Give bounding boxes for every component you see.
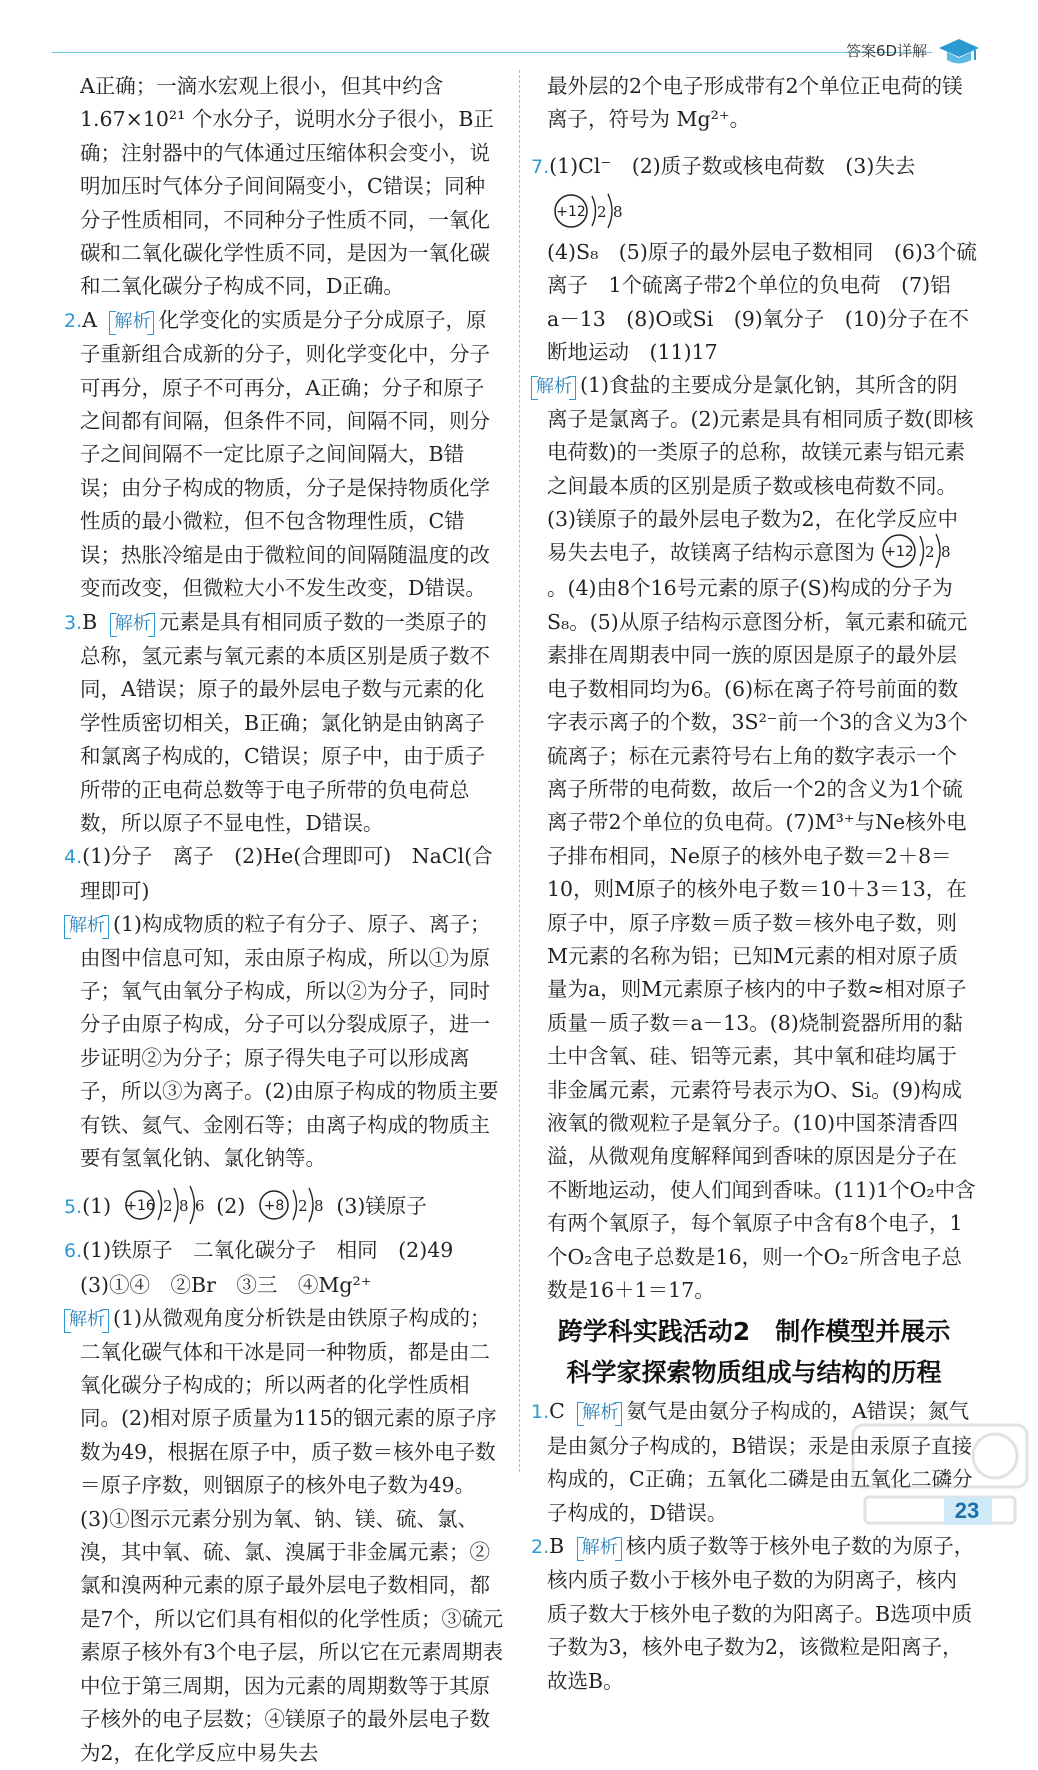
- page-number: 23: [954, 1498, 980, 1523]
- analysis-text-continued: 。(4)由8个16号元素的原子(S)构成的分子为 S₈。(5)从原子结构示意图分析，氧元素和硫元素排在周期表中同一族的原因是原子的最外层电子数相同均为6。(6)标在离子符号前面的数字表示离子的个数，3S²⁻前一个3的含义为3个硫离子；标在元素符号右上角的数字表示一个离子所带的电荷数，故后一个2的含义为1个硫离子带2个单位的负电荷。(7)M³⁺与Ne核外电子排布相同，Ne原子的核外电子数＝2＋8＝10，则M原子的核外电子数＝10＋3＝13，在原子中，原子序数＝质子数＝核外电子数，则M元素的名称为铝；已知M元素的相对原子质量为a，则M元素原子核内的中子数≈相对原子质量－质子数＝a－13。(8)烧制瓷器所用的黏土中含氧、硅、铝等元素，其中氧和硅均属于非金属元素，元素符号表示为O、Si。(9)构成液氧的微观粒子是氧分子。(10)中国茶清香四溢，从微观角度解释闻到香味的原因是分子在不断地运动，使人们闻到香味。(11)1个O₂中含有两个氧原子，每个氧原子中含有8个电子，1个O₂含电子总数是16，则一个O₂⁻所含电子总数是16＋1＝17。: [547, 576, 976, 1302]
- section-title-line-1: 跨学科实践活动2 制作模型并展示: [557, 1317, 951, 1347]
- header-rule: [52, 52, 932, 53]
- question-6-analysis: [64, 1302, 504, 1770]
- magnesium-ion-diagram: [879, 530, 955, 572]
- answer: B: [82, 609, 98, 634]
- shell-electrons: 2: [925, 543, 935, 562]
- analysis-tag: 解析: [110, 613, 155, 635]
- question-4-analysis: [64, 908, 504, 1175]
- answer-part-1: (1): [82, 1194, 112, 1219]
- analysis-text: (1)食盐的主要成分是氯化钠，其所含的阴离子是氯离子。(2)元素是具有相同质子数(即核电荷数)的一类原子的总称，故镁元素与铝元素之间最本质的区别是质子数或核电荷数不同。(3)镁原子的最外层电子数为2，在化学反应中易失去电子，故镁离子结构示意图为: [547, 373, 974, 565]
- analysis-tag: 解析: [577, 1402, 622, 1424]
- shell-electrons: 8: [313, 1196, 324, 1215]
- magnesium-ion-diagram: [551, 190, 627, 232]
- analysis-text: (1)从微观角度分析铁是由铁原子构成的；二氧化碳气体和干冰是同一种物质，都是由二氧化碳分子构成的；所以两者的化学性质相同。(2)相对原子质量为115的铟元素的原子序数为49，根据在原子中，质子数＝核外电子数＝原子序数，则铟原子的核外电子数为49。(3)①图示元素分别为氧、钠、镁、硫、氯、溴，其中氧、硫、氯、溴属于非金属元素；②氯和溴两种元素的原子最外层电子数相同，都是7个，所以它们具有相似的化学性质；③硫元素原子核外有3个电子层，所以它在元素周期表中位于第三周期，因为元素的周期数等于其原子核外的电子层数；④镁原子的最外层电子数为2，在化学反应中易失去: [80, 1306, 504, 1765]
- sulfur-atom-diagram: [122, 1184, 206, 1226]
- question-2: [64, 304, 504, 606]
- section-title: [531, 1313, 977, 1391]
- header-label: 答案6D详解: [846, 42, 928, 60]
- answer-part-2: (2): [216, 1194, 246, 1219]
- analysis-tag: 解析: [64, 915, 109, 937]
- column-divider: [519, 70, 520, 1472]
- answer: B: [549, 1534, 565, 1559]
- question-number: 6.: [64, 1240, 83, 1263]
- analysis-text: (1)构成物质的粒子有分子、原子、离子；由图中信息可知，汞由原子构成，所以①为原子；氧气由氧分子构成，所以②为分子，同时分子由原子构成，分子可以分裂成原子，进一步证明②为分子；原子得失电子可以形成离子，所以③为离子。(2)由原子构成的物质主要有铁、氦气、金刚石等；由离子构成的物质主要有氢氧化钠、氯化钠等。: [80, 912, 499, 1170]
- question-4: [64, 840, 504, 908]
- analysis-text: 元素是具有相同质子数的一类原子的总称，氢元素与氧元素的本质区别是质子数不同，A错误；原子的最外层电子数与元素的化学性质密切相关，B正确；氯化钠是由钠离子和氯离子构成的，C错误；原子中，由于质子所带的正电荷总数等于电子所带的负电荷总数，所以原子不显电性，D错误。: [80, 609, 490, 835]
- shell-electrons: 2: [162, 1196, 173, 1215]
- question-number: 1.: [531, 1401, 550, 1424]
- question-7-answers: (4)S₈ (5)原子的最外层电子数相同 (6)3个硫离子 1个硫离子带2个单位的负电荷 (7)铝 a－13 (8)O或Si (9)氧分子 (10)分子在不断地运动 (11)17: [547, 239, 977, 365]
- question-number: 4.: [64, 846, 83, 869]
- question-6: [64, 1234, 504, 1302]
- question-number: 2.: [531, 1536, 550, 1559]
- shell-electrons: 8: [178, 1196, 189, 1215]
- answer: (1)分子 离子 (2)He(合理即可) NaCl(合理即可): [80, 844, 493, 903]
- question-number: 3.: [64, 611, 83, 634]
- answer: A: [82, 307, 97, 332]
- q6-continuation: 最外层的2个电子形成带有2个单位正电荷的镁离子，符号为 Mg²⁺。: [547, 74, 963, 132]
- question-number: 2.: [64, 309, 83, 332]
- question-number: 7.: [531, 155, 550, 178]
- shell-electrons: 2: [297, 1196, 308, 1215]
- analysis-text: 氨气是由氨分子构成的，A错误；氮气是由氮分子构成的，B错误；汞是由汞原子直接构成的，C正确；五氧化二磷是由五氧化二磷分子构成的，D错误。: [547, 1399, 973, 1525]
- nucleus-charge: +12: [884, 544, 914, 561]
- shell-electrons: 8: [613, 203, 623, 222]
- question-7-analysis: [531, 369, 977, 1307]
- oxygen-atom-diagram: [256, 1184, 326, 1226]
- left-column: [64, 70, 504, 1770]
- nucleus-charge: +12: [556, 204, 586, 221]
- shell-electrons: 2: [597, 203, 607, 222]
- q1-continuation: A正确；一滴水宏观上很小，但其中约含 1.67×10²¹ 个水分子，说明水分子很小，B正确；注射器中的气体通过压缩体积会变小，说明加压时气体分子间间隔变小，C错误；同种分子性质相同，不同种分子性质不同，一氧化碳和二氧化碳化学性质不同，是因为一氧化碳和二氧化碳分子构成不同，D正确。: [80, 74, 494, 299]
- answer-part-3: (3)镁原子: [336, 1194, 427, 1219]
- analysis-tag: 解析: [64, 1309, 109, 1331]
- section-title-line-2: 科学家探索物质组成与结构的历程: [566, 1358, 942, 1388]
- analysis-text: 核内质子数等于核外电子数的为原子，核内质子数小于核外电子数的为阴离子，核内质子数大于核外电子数的为阳离子。B选项中质子数为3，核外电子数为2，该微粒是阳离子，故选B。: [547, 1534, 975, 1693]
- analysis-tag: 解析: [531, 376, 576, 398]
- section-question-2: [531, 1530, 977, 1698]
- shell-electrons: 6: [194, 1196, 205, 1215]
- analysis-tag: 解析: [577, 1537, 622, 1559]
- question-3: [64, 606, 504, 841]
- nucleus-charge: +8: [263, 1197, 285, 1214]
- nucleus-charge: +16: [124, 1197, 155, 1214]
- graduation-cap-icon: [935, 34, 983, 70]
- question-7: [531, 143, 977, 236]
- answer: C: [549, 1399, 565, 1424]
- shell-electrons: 8: [941, 543, 951, 562]
- answer-part-1: (1)Cl⁻ (2)质子数或核电荷数 (3)失去: [549, 153, 916, 178]
- question-5: [64, 1183, 504, 1230]
- analysis-text: 化学变化的实质是分子分成原子，原子重新组合成新的分子，则化学变化中，分子可再分，原子不可再分，A正确；分子和原子之间都有间隔，但条件不同，间隔不同，则分子之间间隔不一定比原子之间间隔大，B错误；由分子构成的物质，分子是保持物质化学性质的最小微粒，但不包含物理性质，C错误；热胀冷缩是由于微粒间的间隔随温度的改变而改变，但微粒大小不发生改变，D错误。: [80, 307, 490, 601]
- answer: (1)铁原子 二氧化碳分子 相同 (2)49 (3)①④ ②Br ③三 ④Mg²⁺: [80, 1238, 474, 1297]
- question-number: 5.: [64, 1196, 83, 1219]
- analysis-tag: 解析: [109, 311, 154, 333]
